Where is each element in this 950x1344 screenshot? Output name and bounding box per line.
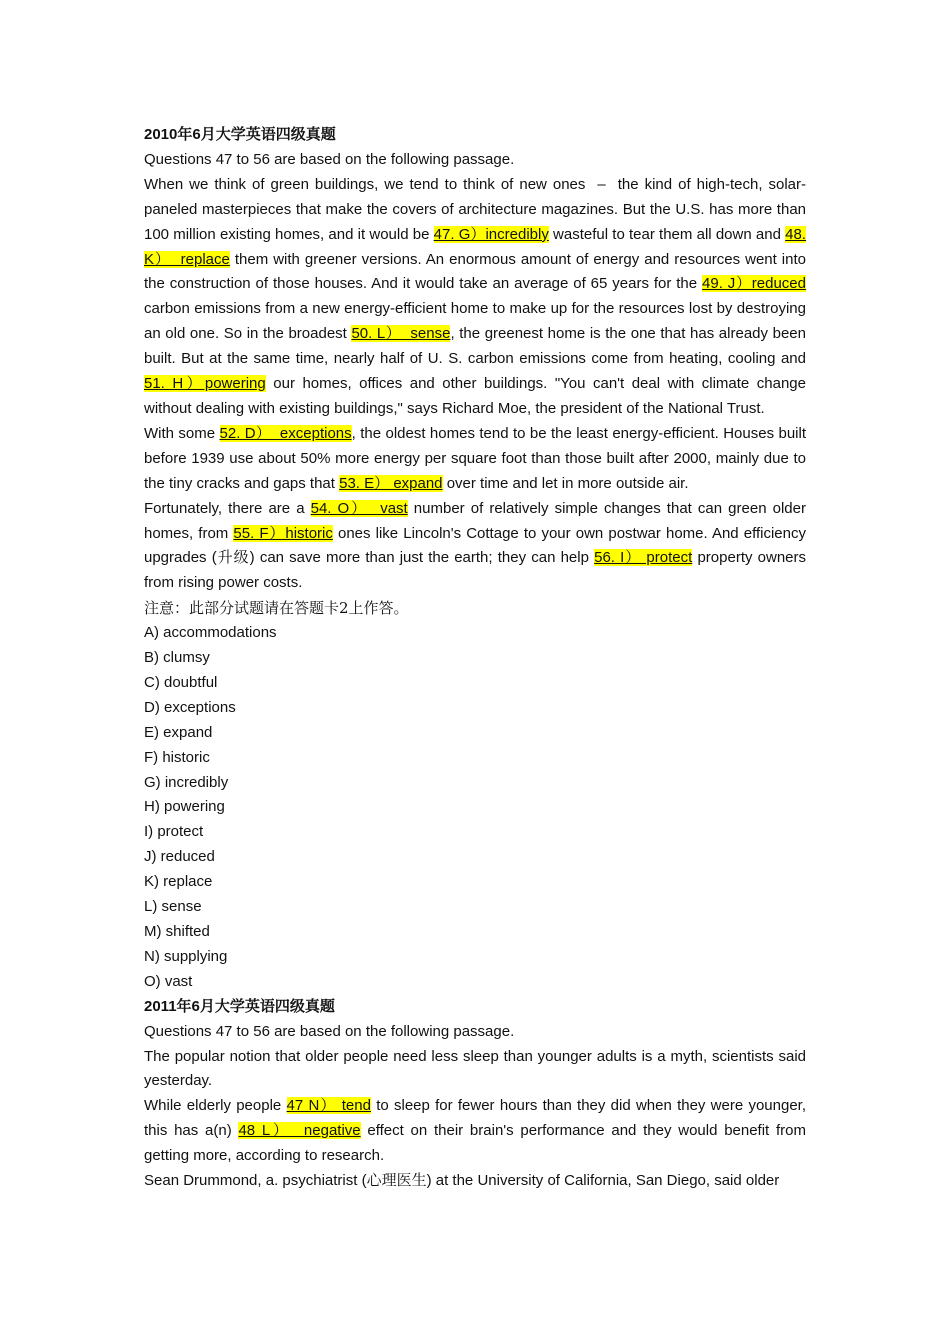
word-bank-option: E) expand	[144, 723, 213, 741]
answer-highlight-48: 48. K） replace	[144, 225, 806, 268]
text-run: , the oldest homes tend to be the least energy-efficient. Houses built before 1939 use about 50% more energy per square foot than those built after 2000, mainly due to the tiny cracks and gaps that	[144, 424, 806, 492]
word-bank-option: I) protect	[144, 823, 204, 841]
text-run: carbon emissions from a new energy-efficient home to make up for the resources lost by destroying an old one. So in the broadest	[144, 300, 806, 343]
word-bank-option: B) clumsy	[144, 649, 210, 667]
word-bank-option: H) powering	[144, 798, 225, 816]
word-bank-option: A) accommodations	[144, 624, 277, 642]
word-bank-option: N) supplying	[144, 947, 228, 965]
answer-highlight-2011-48: 48 L） negative	[238, 1122, 361, 1140]
answer-highlight-55: 55. F）historic	[233, 524, 333, 542]
word-bank-option: M) shifted	[144, 923, 210, 940]
word-bank-option: D) exceptions	[144, 698, 236, 716]
text-run: number of relatively simple changes that can green older homes, from	[144, 499, 806, 542]
passage-paragraph-6: Sean Drummond, a. psychiatrist (心理医生) at the University of California, San Diego, said older	[144, 1172, 780, 1190]
answer-highlight-2011-47: 47 N） tend	[286, 1097, 371, 1115]
passage-paragraph-1	[144, 173, 806, 422]
word-bank-option: F) historic	[144, 748, 210, 766]
text-run: to sleep for fewer hours than they did when they were younger, this has a(n)	[144, 1097, 806, 1140]
text-run: over time and let in more outside air.	[442, 474, 689, 492]
passage-paragraph-5	[144, 1094, 806, 1169]
word-bank-option: L) sense	[144, 898, 202, 916]
word-bank	[144, 621, 806, 995]
answer-highlight-51: 51. H）powering	[144, 375, 266, 393]
answer-highlight-54: 54. O） vast	[310, 499, 408, 517]
section-intro-2010: Questions 47 to 56 are based on the following passage.	[144, 150, 515, 168]
text-run: ones like Lincoln's Cottage to your own postwar home. And efficiency upgrades (升级) can save more than just the earth; they can help	[144, 524, 806, 567]
text-run: , the greenest home is the one that has already been built. But at the same time, nearly half of U. S. carbon emissions come from heating, cooling and	[144, 325, 806, 368]
word-bank-option: O) vast	[144, 972, 193, 990]
answer-highlight-50: 50. L） sense	[351, 325, 451, 343]
text-run: effect on their brain's performance and they would benefit from getting more, according to research.	[144, 1122, 806, 1165]
passage-paragraph-3	[144, 497, 806, 597]
word-bank-option: K) replace	[144, 873, 213, 891]
passage-paragraph-2	[144, 422, 806, 497]
word-bank-option: G) incredibly	[144, 773, 229, 791]
text-run: them with greener versions. An enormous amount of energy and resources went into the construction of those houses. And it would take an average of 65 years for the	[144, 250, 806, 293]
section-title-2011: 2011年6月大学英语四级真题	[144, 997, 335, 1015]
section-title-2010: 2010年6月大学英语四级真题	[144, 126, 336, 143]
text-run: our homes, offices and other buildings. "You can't deal with climate change without dealing with existing buildings," says Richard Moe, the president of the National Trust.	[144, 375, 806, 417]
section-intro-2011: Questions 47 to 56 are based on the following passage.	[144, 1022, 515, 1040]
answer-highlight-56: 56. I） protect	[594, 549, 693, 567]
answer-sheet-note: 注意：此部分试题请在答题卡2上作答。	[144, 599, 409, 618]
word-bank-option: C) doubtful	[144, 673, 218, 691]
text-run: Fortunately, there are a	[144, 499, 311, 517]
text-run: property owners from rising power costs.	[144, 549, 806, 592]
text-run: With some	[144, 424, 220, 442]
answer-highlight-47: 47. G）incredibly	[433, 225, 549, 243]
answer-highlight-49: 49. J）reduced	[702, 275, 806, 293]
passage-paragraph-4: The popular notion that older people need less sleep than younger adults is a myth, scientists said yesterday.	[144, 1047, 806, 1090]
answer-highlight-52: 52. D） exceptions	[219, 424, 352, 442]
text-run: While elderly people	[144, 1097, 287, 1115]
text-run: wasteful to tear them all down and	[548, 225, 786, 243]
word-bank-option: J) reduced	[144, 848, 215, 866]
document-body	[144, 123, 806, 1194]
answer-highlight-53: 53. E） expand	[339, 474, 443, 492]
text-run: When we think of green buildings, we tend to think of new ones – the kind of high-tech, solar-paneled masterpieces that make the covers of architecture magazines. But the U.S. has more than 100 million existing homes, and it would be	[144, 175, 806, 243]
